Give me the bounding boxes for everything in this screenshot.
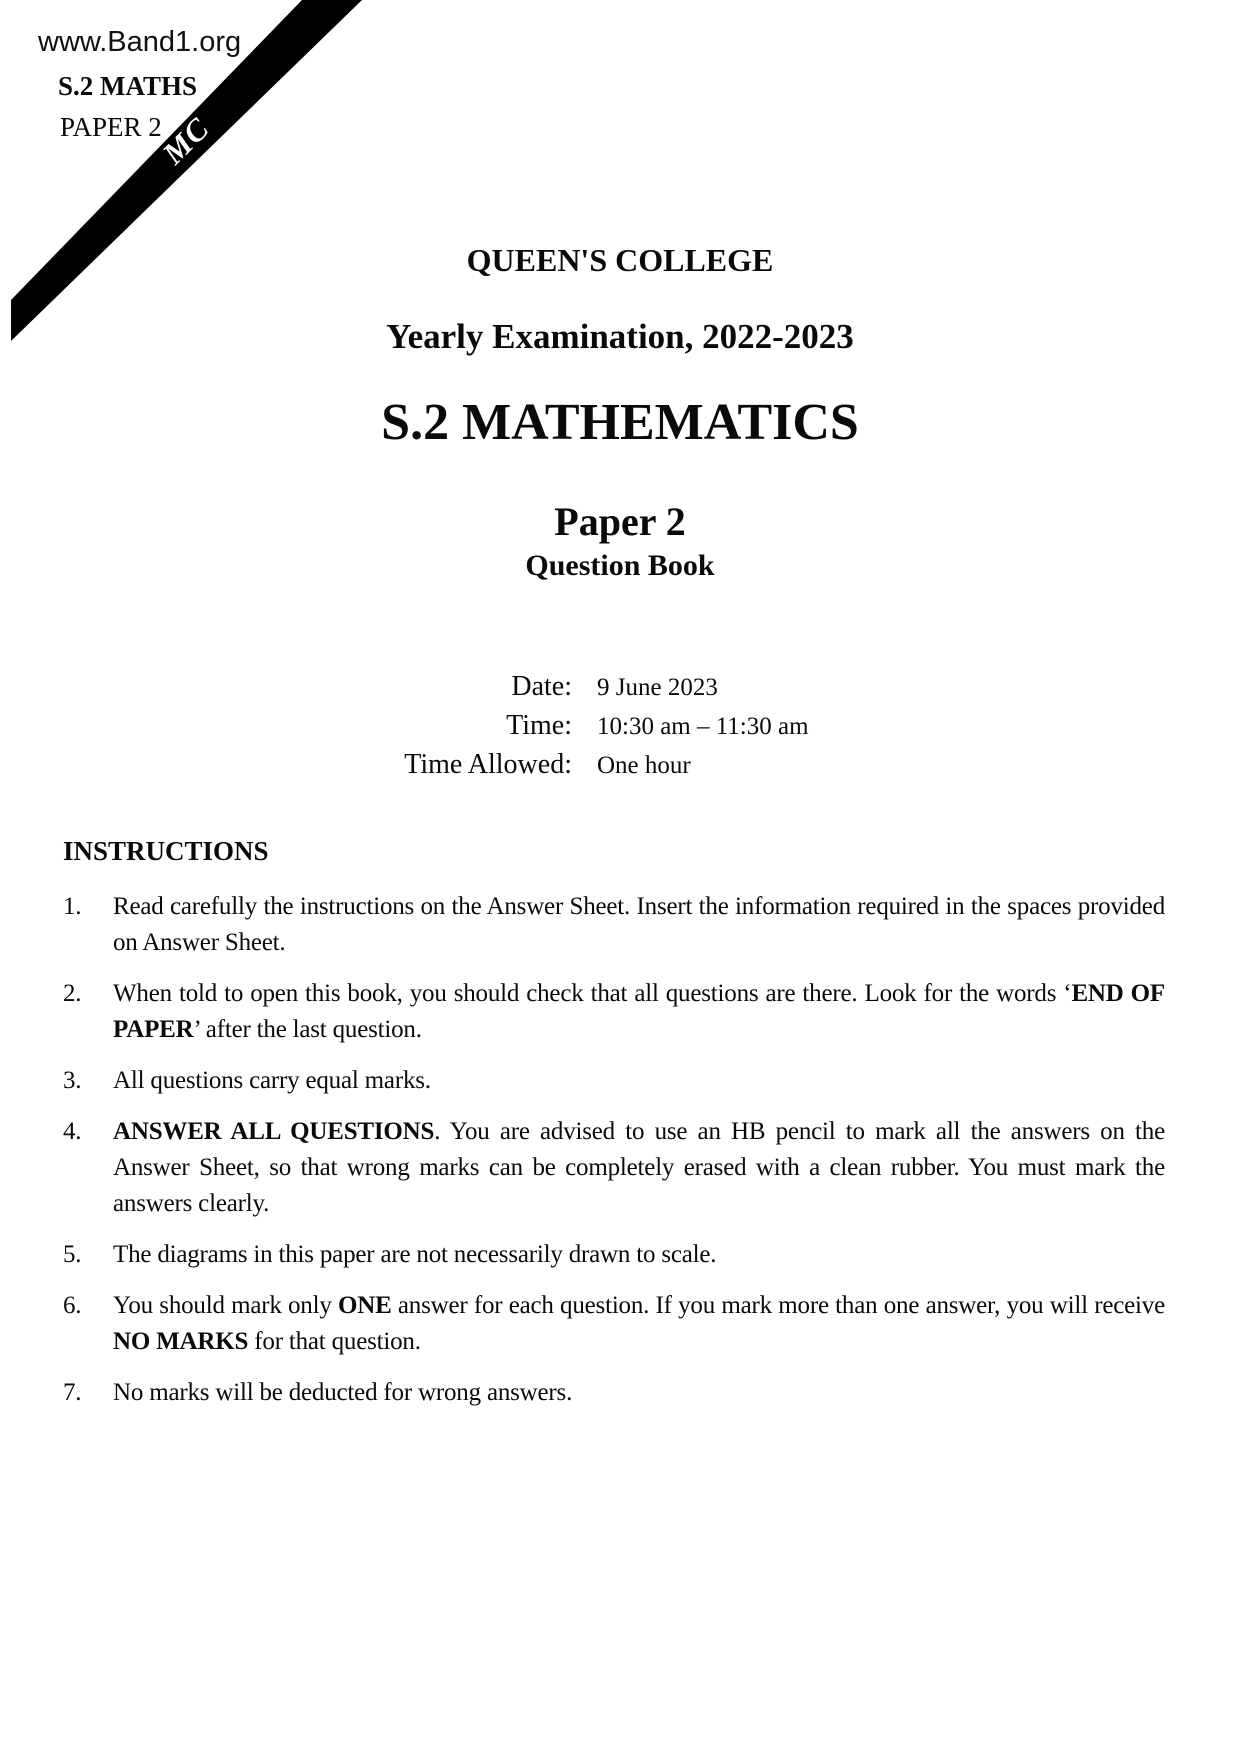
date-label: Date: [511,671,572,702]
instruction-number: 5. [63,1241,82,1268]
instruction-number: 1. [63,893,82,920]
instruction-text: Read carefully the instructions on the Answer Sheet. Insert the information required in the spaces provided on Answer Sheet. [113,893,1165,956]
instruction-number: 6. [63,1292,82,1319]
instruction-item [63,1288,1165,1360]
ribbon-mc-label: MC [155,110,216,171]
instruction-text: You should mark only ONE answer for each question. If you mark more than one answer, you will receive NO MARKS for that question. [113,1292,1165,1355]
exam-title: Yearly Examination, 2022-2023 [386,317,854,356]
subject-title: S.2 MATHEMATICS [381,394,859,451]
instruction-item [63,976,1165,1048]
instruction-text: The diagrams in this paper are not necessarily drawn to scale. [113,1241,717,1268]
instruction-text: No marks will be deducted for wrong answers. [113,1379,573,1406]
school-name: QUEEN'S COLLEGE [466,242,774,278]
instructions-section [63,833,1165,1426]
instruction-item [63,1375,1165,1411]
instruction-item [63,1114,1165,1222]
instruction-text: When told to open this book, you should check that all questions are there. Look for the words ‘END OF PAPER’ after the last question. [113,980,1165,1043]
instruction-item [63,1237,1165,1273]
meta-row-time-allowed [0,746,1240,785]
meta-row-time [0,707,1240,746]
instruction-number: 3. [63,1067,82,1094]
instruction-text: ANSWER ALL QUESTIONS. You are advised to use an HB pencil to mark all the answers on the Answer Sheet, so that wrong marks can be completely erased with a clean rubber. You must mark the answers clearly. [113,1118,1165,1217]
instructions-heading: INSTRUCTIONS [63,836,269,866]
instruction-number: 7. [63,1379,82,1406]
instruction-item [63,1063,1165,1099]
instruction-item [63,889,1165,961]
corner-header [38,28,241,141]
time-allowed-label: Time Allowed: [404,749,572,780]
corner-subject-label: S.2 MATHS [58,71,198,101]
instruction-number: 4. [63,1118,82,1145]
book-subtitle: Question Book [525,549,715,582]
meta-row-date [0,668,1240,707]
date-value: 9 June 2023 [597,674,718,701]
exam-meta-block [0,668,1240,785]
time-value: 10:30 am – 11:30 am [597,713,809,740]
website-watermark: www.Band1.org [38,26,242,58]
instruction-number: 2. [63,980,82,1007]
time-allowed-value: One hour [597,752,691,779]
instruction-list [63,889,1165,1411]
paper-title: Paper 2 [554,499,686,544]
time-label: Time: [506,710,572,741]
corner-paper-label: PAPER 2 [60,112,162,142]
instruction-text: All questions carry equal marks. [113,1067,431,1094]
